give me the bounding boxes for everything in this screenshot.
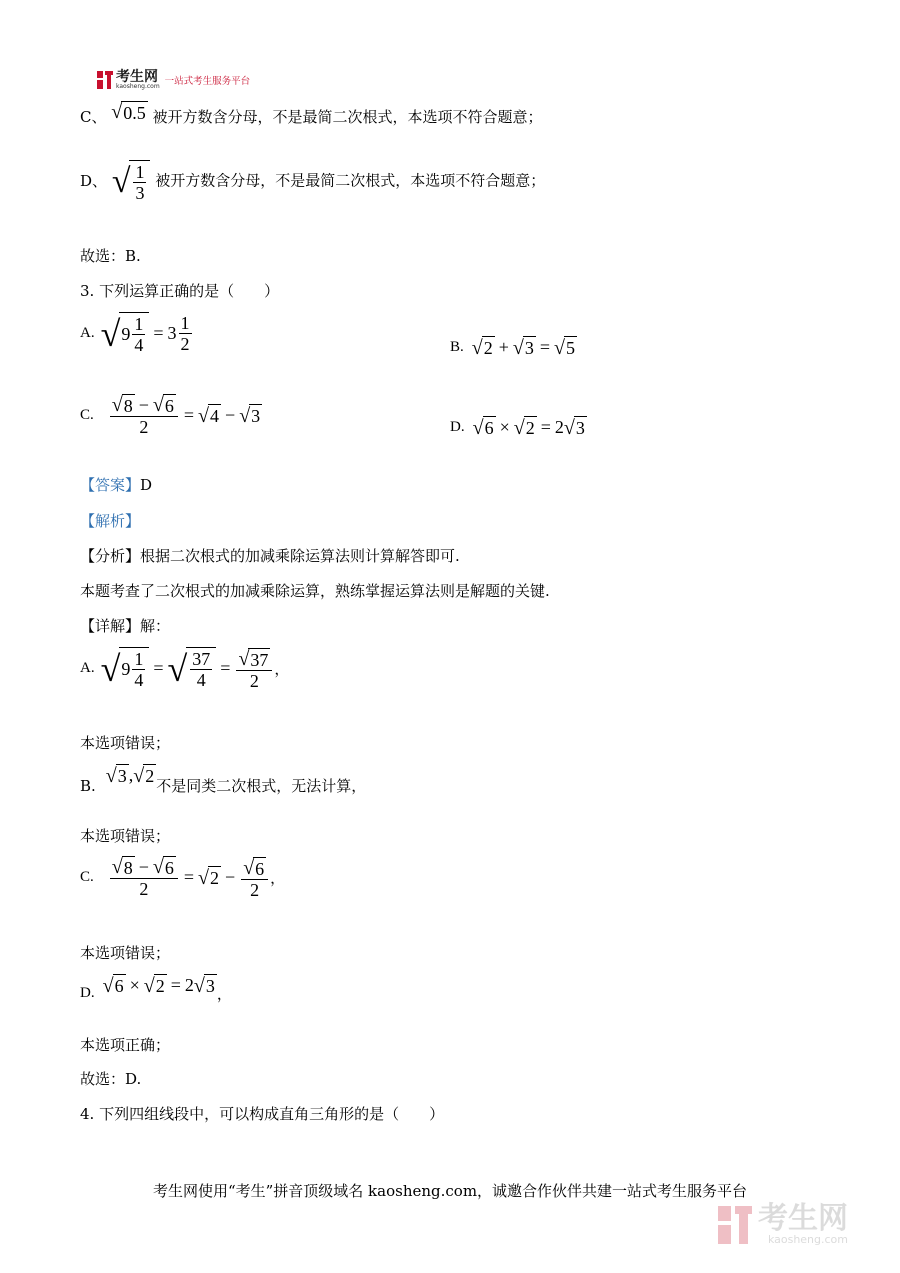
fenxi-text: 根据二次根式的加减乘除运算法则计算解答即可. xyxy=(140,547,460,565)
q3-option-c: C. √ 8 − √ 6 2 = √ 4 − √ 3 xyxy=(80,394,261,437)
kaosheng-logo-icon xyxy=(97,71,113,89)
fenxi-tag: 【分析】 xyxy=(80,547,141,565)
wrong-note-2: 本选项错误； xyxy=(80,827,171,845)
correct-note: 本选项正确； xyxy=(80,1036,171,1054)
logo-slogan: 一站式考生服务平台 xyxy=(164,76,251,87)
wrong-note-3: 本选项错误； xyxy=(80,944,171,962)
sqrt-expression: √ 0.5 xyxy=(111,101,146,123)
solution-a: A. √ 9 $\frac{1}{4}$ = √ $\frac{37}{4}$ = √ 37 2 ， xyxy=(80,647,290,691)
prev-option-c xyxy=(80,101,543,130)
detail-text: 解： xyxy=(140,617,171,635)
site-logo[interactable] xyxy=(97,70,250,90)
solution-d: D. √ 6 × √ 2 = 2 √ 3 ， xyxy=(80,974,232,1003)
summary-line: 本题考查了二次根式的加减乘除运算，熟练掌握运算法则是解题的关键. xyxy=(80,582,550,600)
prev-option-d xyxy=(80,160,545,203)
answer-line xyxy=(80,474,152,495)
q3-option-d: D. √ 6 × √ 2 = 2 √ 3 xyxy=(450,416,585,439)
logo-brand: 考生网 kaosheng.com xyxy=(116,68,160,90)
fenxi-line xyxy=(80,545,460,566)
detail-line xyxy=(80,615,170,636)
answer-value: D xyxy=(140,476,153,494)
final-choice: 故选：D. xyxy=(80,1070,142,1088)
option-label: C、 xyxy=(80,108,107,126)
option-label: D、 xyxy=(80,171,108,190)
option-text: 被开方数含分母，不是最简二次根式，本选项不符合题意； xyxy=(155,171,546,190)
detail-tag: 【详解】 xyxy=(80,617,141,635)
analysis-tag: 【解析】 xyxy=(80,512,141,530)
question-3-stem: 3. 下列运算正确的是（ ） xyxy=(80,282,280,300)
footer-promo: 考生网使用“考生”拼音顶级域名 kaosheng.com，诚邀合作伙伴共建一站式考生服务平台 xyxy=(152,1182,748,1200)
sqrt-mixed-number: √ 9 $\frac{1}{4}$ xyxy=(101,312,150,355)
q3-option-a: A. √ 9 $\frac{1}{4}$ = 3 $\frac{1}{2}$ xyxy=(80,313,190,355)
sqrt-fraction: √ $\frac{1}{3}$ xyxy=(112,160,151,203)
prev-conclusion: 故选：B. xyxy=(80,247,141,265)
wrong-note-1: 本选项错误； xyxy=(80,734,171,752)
watermark-logo xyxy=(718,1201,848,1246)
question-4-stem: 4. 下列四组线段中，可以构成直角三角形的是（ ） xyxy=(80,1105,445,1123)
option-text: 被开方数含分母，不是最简二次根式，本选项不符合题意； xyxy=(152,108,543,126)
q3-option-b: B. √ 2 + √ 3 = √ 5 xyxy=(450,336,576,359)
answer-tag: 【答案】 xyxy=(80,476,141,494)
kaosheng-watermark-icon xyxy=(718,1206,752,1244)
solution-b: B. √ 3 , √ 2 不是同类二次根式，无法计算， xyxy=(80,764,367,795)
solution-c: C. √ 8 − √ 6 2 = √ 2 − √ 6 2 ， xyxy=(80,856,286,900)
logo-url: kaosheng.com xyxy=(116,82,160,90)
watermark-text: 考生网 kaosheng.com xyxy=(758,1201,848,1246)
